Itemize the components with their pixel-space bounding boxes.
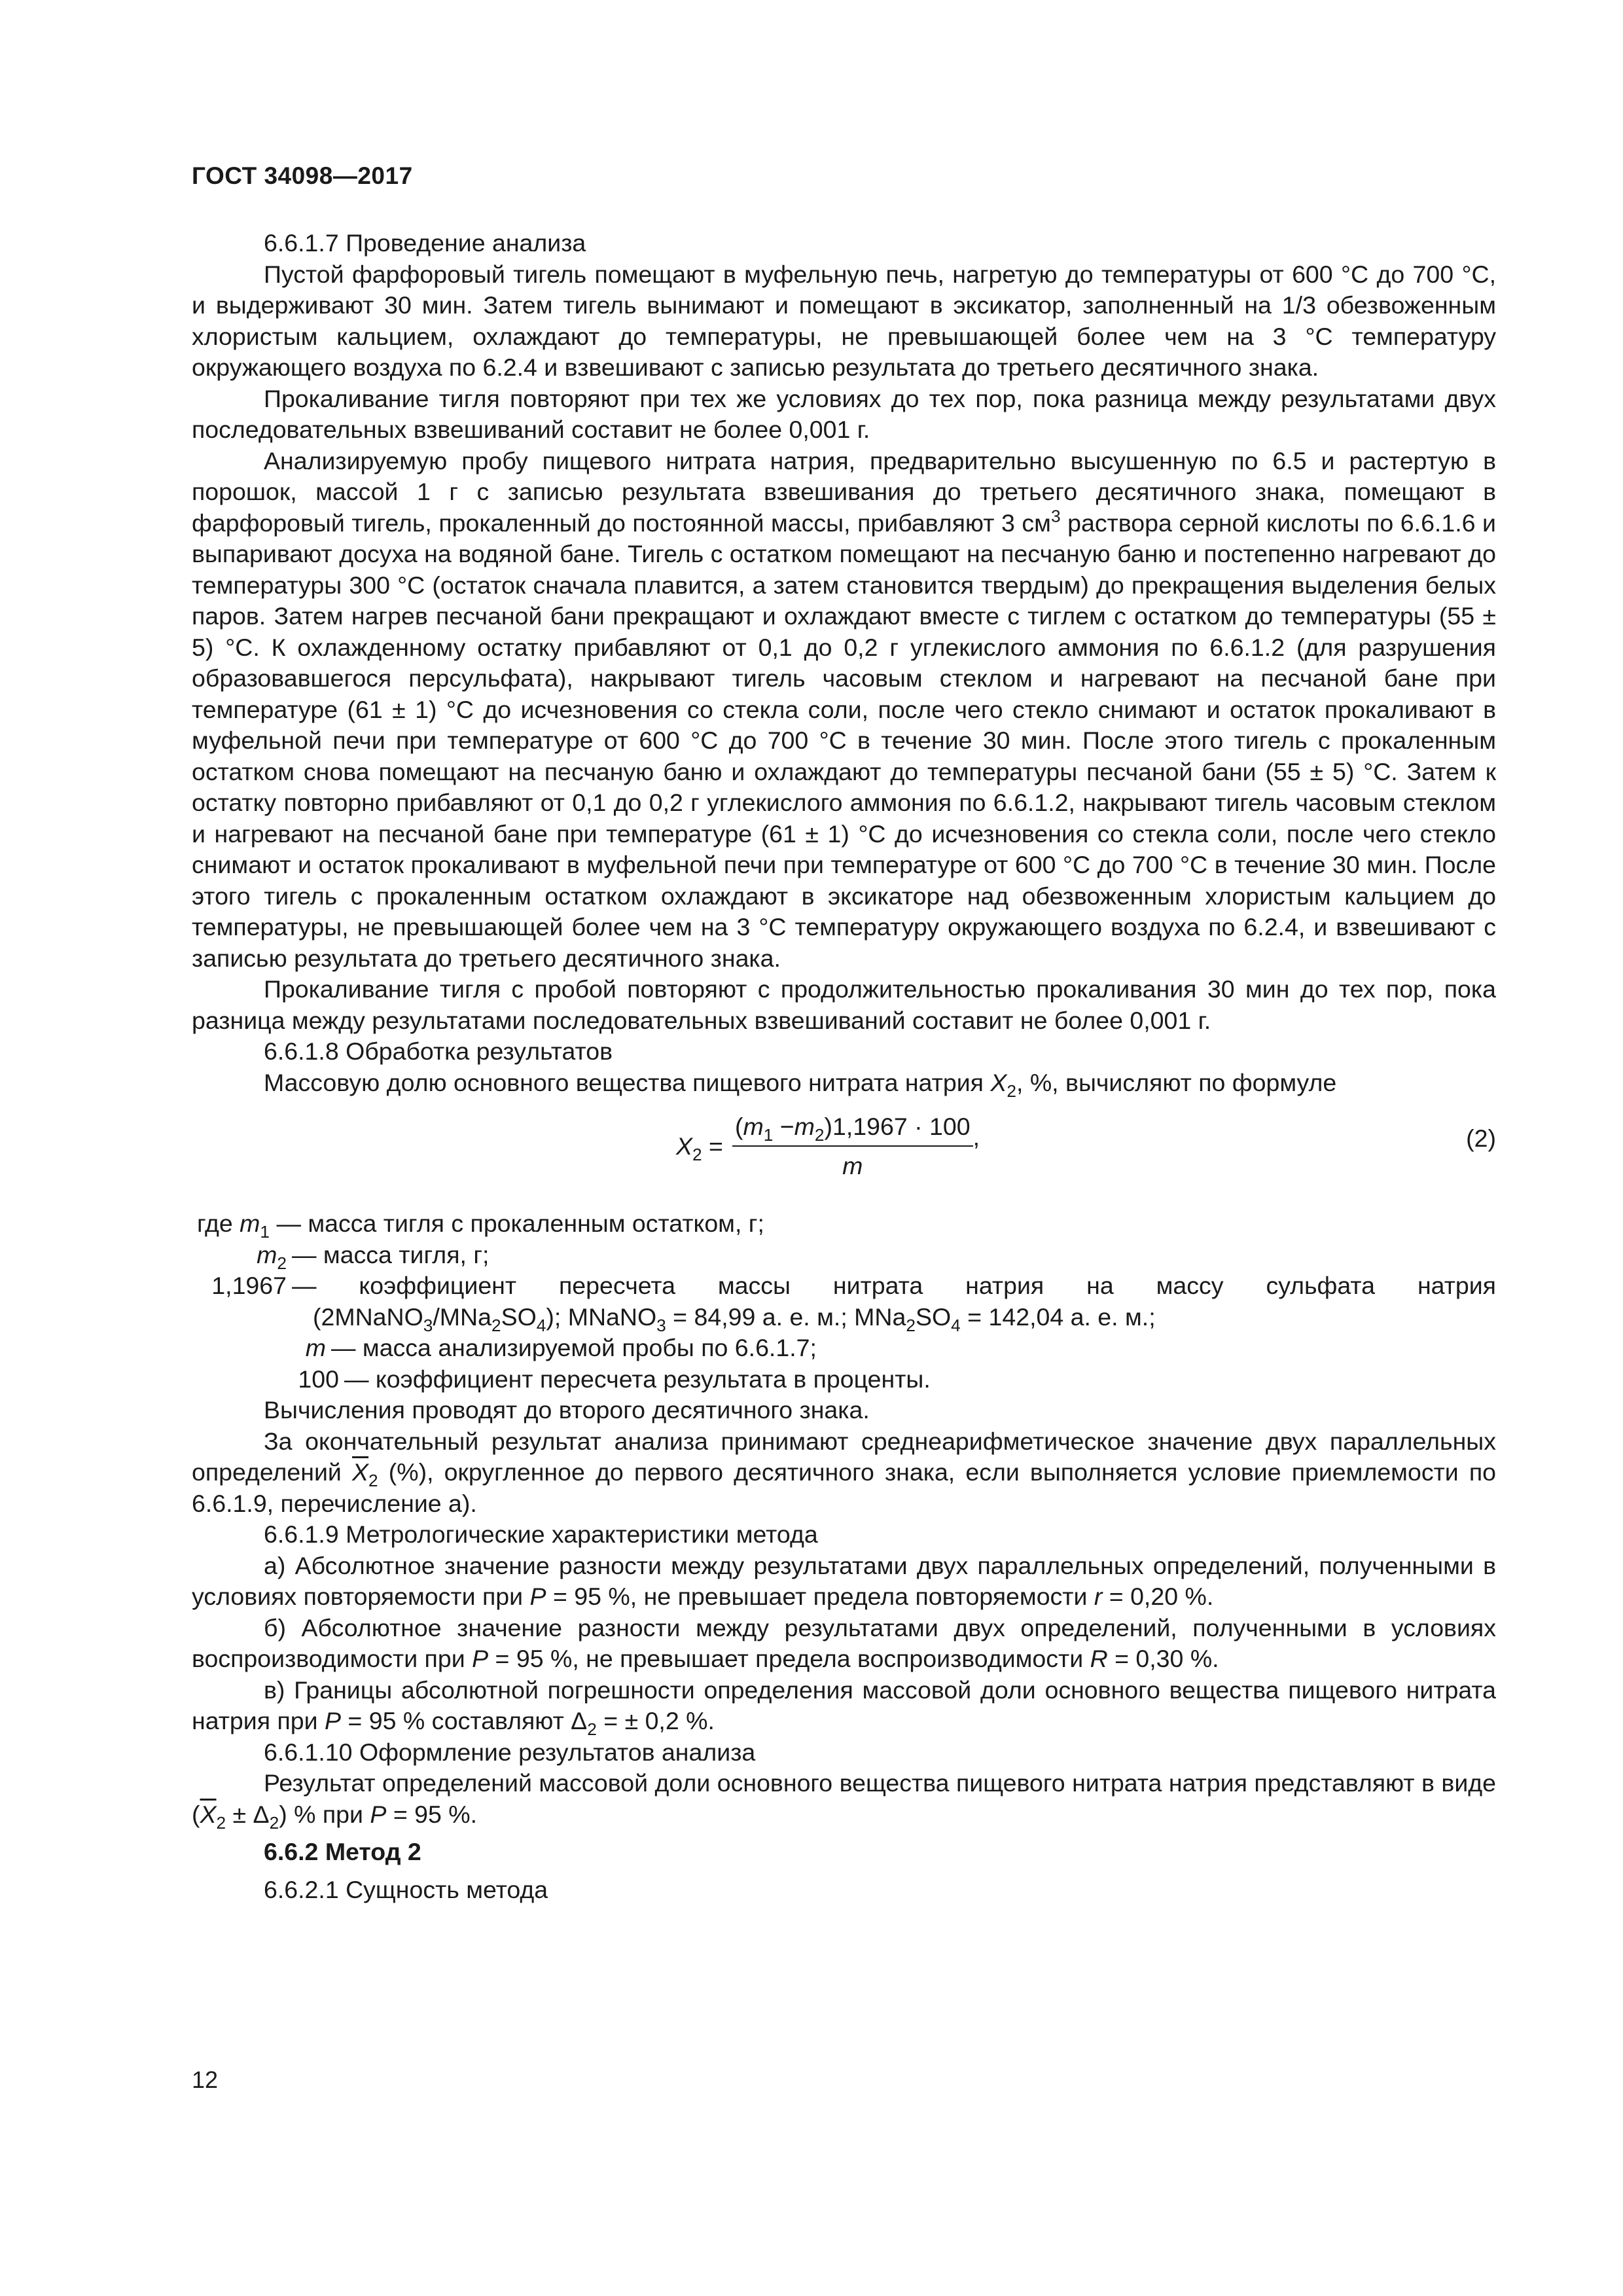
document-body	[192, 228, 1496, 1905]
section-66110-title: 6.6.1.10 Оформление результатов анализа	[264, 1738, 756, 1766]
definition-hundred: 100 — коэффициент пересчета результата в проценты.	[298, 1365, 931, 1393]
definition-m1: где $m_1$ — масса тигля с прокаленным остатком, г;	[197, 1210, 764, 1242]
paragraph-formula-intro: Массовую долю основного вещества пищевого нитрата натрия $X_2$, %, вычисляют по формуле	[264, 1068, 1337, 1101]
paragraph-crucible-prep: Пустой фарфоровый тигель помещают в муфельную печь, нагретую до температуры от 600 °С до 700 °С, и выдерживают 30 мин. Затем тигель вынимают и помещают в эксикатор, заполненный на 1/3 обезвоженным хлористым кальцием, охлаждают до температуры, не превышающей более чем на 3 °С температуру окружающего воздуха по 6.2.4 и взвешивают с записью результата до третьего десятичного знака.	[192, 260, 1496, 381]
standard-code-header: ГОСТ 34098—2017	[192, 162, 413, 189]
definition-m2: $m_2$ — масса тигля, г;	[257, 1240, 490, 1273]
variable-definitions	[192, 1208, 1496, 1395]
item-a-repeatability: а) Абсолютное значение разности между результатами двух параллельных определений, полученными в условиях повторяемости при P = 95 %, не превышает предела повторяемости r = 0,20 %.	[192, 1551, 1496, 1610]
formula-comma: ,	[972, 1122, 980, 1151]
paragraph-crucible-repeat: Прокаливание тигля повторяют при тех же условиях до тех пор, пока разница между результатами двух последовательных взвешиваний составит не более 0,001 г.	[192, 384, 1496, 443]
formula-block	[192, 1110, 1496, 1190]
section-6621-title: 6.6.2.1 Сущность метода	[264, 1875, 548, 1903]
formula-lhs: $X_2$ =	[676, 1132, 723, 1164]
definition-m: m — масса анализируемой пробы по 6.6.1.7;	[305, 1334, 817, 1361]
definition-coefficient-molar-masses: $(2MNaNO_3/MNa_2SO_4)$; MNaNO$_3$ = 84,99 а. е. м.; $MNa_2SO_4 = 142,04$ а. е. м.;	[313, 1302, 1156, 1335]
section-662-title: 6.6.2 Метод 2	[264, 1838, 421, 1865]
item-c-error-bounds: в) Границы абсолютной погрешности определения массовой доли основного вещества пищевого нитрата натрия при P = 95 % составляют $\Delta_2$ = ± 0,2 %.	[192, 1676, 1496, 1740]
paragraph-sample-repeat: Прокаливание тигля с пробой повторяют с продолжительностью прокаливания 30 мин до тех пор, пока разница между результатами последовательных взвешиваний составит не более 0,001 г.	[192, 975, 1496, 1034]
item-b-reproducibility: б) Абсолютное значение разности между результатами двух определений, полученными в условиях воспроизводимости при P = 95 %, не превышает предела воспроизводимости R = 0,30 %.	[192, 1613, 1496, 1672]
section-6617-title: 6.6.1.7 Проведение анализа	[264, 229, 586, 257]
paragraph-final-result: За окончательный результат анализа принимают среднеарифметическое значение двух параллельных определений $\overline{X}_2$ (%), округленное до первого десятичного знака, если выполняется условие приемлемости по 6.6.1.9, перечисление а).	[192, 1427, 1496, 1517]
paragraph-calculation-precision: Вычисления проводят до второго десятичного знака.	[264, 1396, 870, 1424]
paragraph-sample-analysis: Анализируемую пробу пищевого нитрата натрия, предварительно высушенную по 6.5 и растертую в порошок, массой 1 г с записью результата взвешивания до третьего десятичного знака, помещают в фарфоровый тигель, прокаленный до постоянной массы, прибавляют 3 $см^3$ раствора серной кислоты по 6.6.1.6 и выпаривают досуха на водяной бане. Тигель с остатком помещают на песчаную баню и постепенно нагревают до температуры 300 °С (остаток сначала плавится, а затем становится твердым) до прекращения выделения белых паров. Затем нагрев песчаной бани прекращают и охлаждают вместе с тиглем с остатком до температуры (55 ± 5) °С. К охлажденному остатку прибавляют от 0,1 до 0,2 г углекислого аммония по 6.6.1.2 (для разрушения образовавшегося персульфата), накрывают тигель часовым стеклом и нагревают на песчаной бане при температуре (61 ± 1) °С до исчезновения со стекла соли, после чего стекло снимают и остаток прокаливают в муфельной печи при температуре от 600 °С до 700 °С в течение 30 мин. После этого тигель с прокаленным остатком снова помещают на песчаную баню и охлаждают до температуры песчаной бани (55 ± 5) °С. Затем к остатку повторно прибавляют от 0,1 до 0,2 г углекислого аммония по 6.6.1.2, накрывают тигель часовым стеклом и нагревают на песчаной бане при температуре (61 ± 1) °С до исчезновения со стекла соли, после чего стекло снимают и остаток прокаливают в муфельной печи при температуре от 600 °С до 700 °С в течение 30 мин. После этого тигель с прокаленным остатком охлаждают в эксикаторе над обезвоженным хлористым кальцием до температуры, не превышающей более чем на 3 °С температуру окружающего воздуха по 6.2.4, и взвешивают с записью результата до третьего десятичного знака.	[192, 446, 1496, 972]
formula-numerator: $(m_1 -m_2)1,1967 \cdot 100$	[732, 1111, 973, 1147]
section-6618-title: 6.6.1.8 Обработка результатов	[264, 1037, 613, 1065]
section-6619-title: 6.6.1.9 Метрологические характеристики метода	[264, 1520, 818, 1548]
equation-number: (2)	[1466, 1124, 1496, 1152]
paragraph-result-format: Результат определений массовой доли основного вещества пищевого нитрата натрия представляют в виде $(\overline{X}_2 \pm \Delta_2)$ % при P = 95 %.	[192, 1769, 1496, 1833]
mass-fraction-formula	[676, 1111, 980, 1181]
definition-coefficient: 1,1967 — коэффициент пересчета массы нитрата натрия на массу сульфата натрия	[211, 1272, 1496, 1299]
formula-denominator: m	[842, 1151, 863, 1179]
page-number: 12	[192, 2066, 219, 2093]
formula-fraction	[732, 1111, 973, 1181]
